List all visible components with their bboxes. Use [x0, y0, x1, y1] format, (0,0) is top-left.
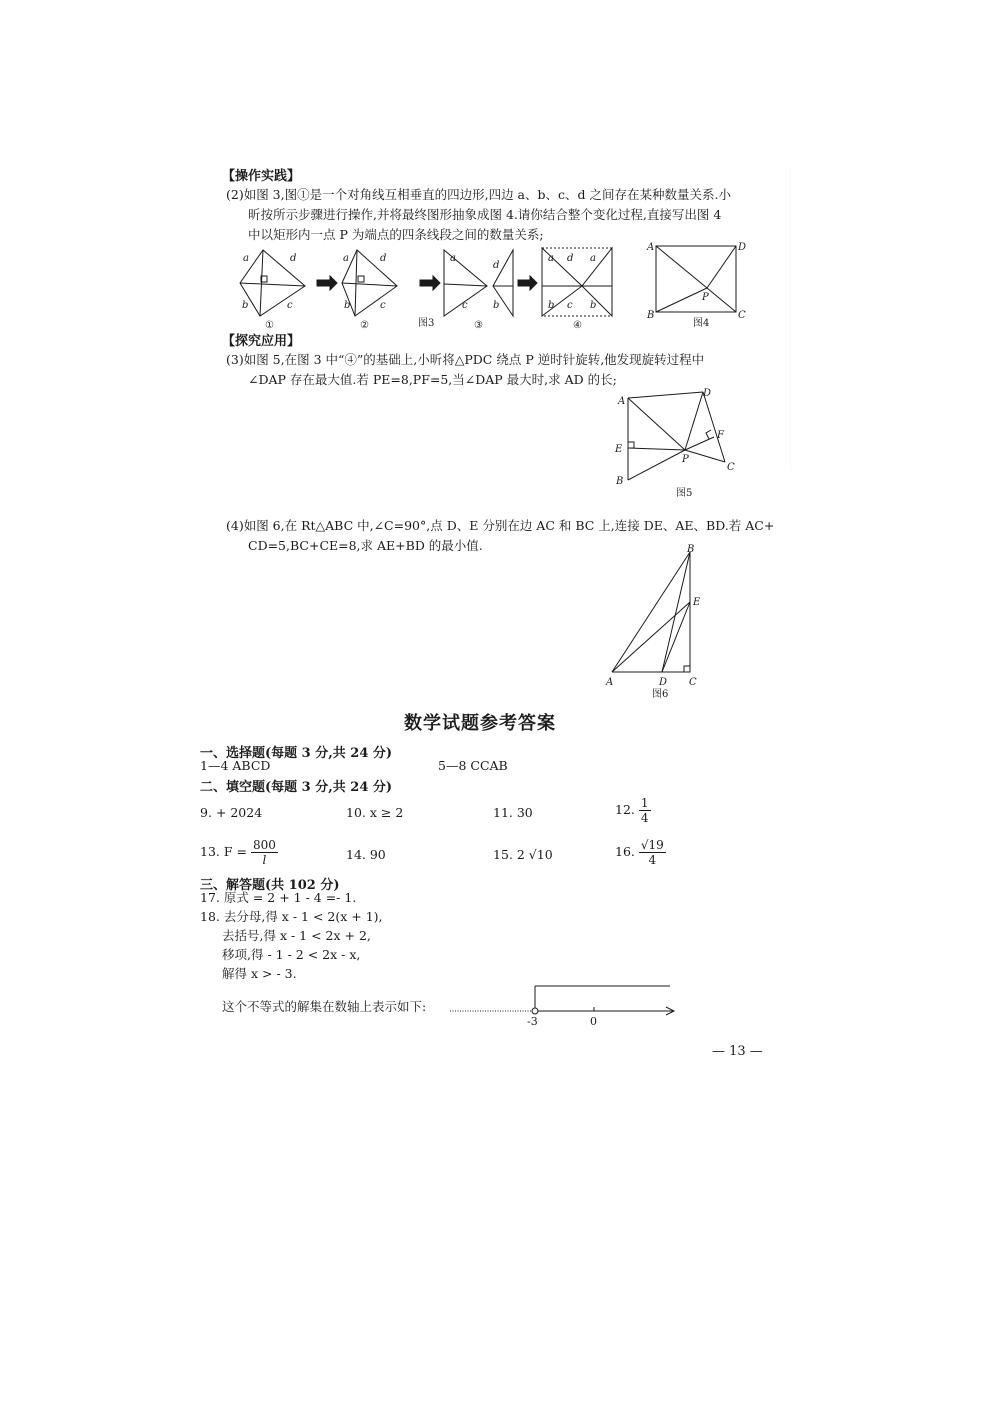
- fig4-point-D: D: [738, 242, 747, 253]
- answer-10: 10. x ≥ 2: [346, 805, 404, 820]
- answer-12-denominator: 4: [640, 811, 649, 825]
- fig4-point-P: P: [702, 292, 709, 303]
- fig6-caption: 图6: [652, 689, 669, 700]
- answer-15: 15. 2 √10: [493, 847, 553, 862]
- answer-16-denominator: 4: [648, 853, 657, 867]
- fig6-point-A: A: [606, 677, 614, 688]
- q3-line-1: (3)如图 5,在图 3 中“④”的基础上,小昕将△PDC 绕点 P 逆时针旋转,他发现旋转过程中: [226, 352, 705, 367]
- answer-13: [200, 838, 278, 867]
- bleed-through-text: [790, 170, 980, 470]
- numline-label-0: 0: [590, 1015, 597, 1028]
- fig4-caption: 图4: [693, 318, 710, 329]
- answer-13-denominator: l: [262, 853, 267, 867]
- fig5-point-A: A: [618, 396, 626, 407]
- fig5-point-F: F: [717, 430, 724, 441]
- fig5-point-D: D: [703, 388, 712, 399]
- step-label-3: ③: [474, 320, 483, 331]
- answer-12-fraction: [639, 796, 651, 825]
- q4-line-1: (4)如图 6,在 Rt△ABC 中,∠C=90°,点 D、E 分别在边 AC 和 BC 上,连接 DE、AE、BD.若 AC+: [226, 518, 775, 533]
- fig6-point-D: D: [659, 677, 668, 688]
- step-label-2: ②: [360, 320, 369, 331]
- section-header-practice: 【操作实践】: [222, 169, 301, 184]
- answer-12: [615, 796, 651, 825]
- answer-12-numerator: 1: [640, 796, 649, 810]
- figure-3-and-4: [230, 238, 790, 338]
- fig3-label-b: b: [242, 300, 249, 311]
- answer-16-prefix: 16.: [615, 844, 635, 859]
- svg-text:a: a: [343, 253, 349, 264]
- fig3-label-d: d: [290, 253, 297, 264]
- mc-answers-5-8: 5—8 CCAB: [438, 758, 508, 773]
- svg-text:b: b: [548, 300, 555, 311]
- step-label-1: ①: [265, 320, 274, 331]
- answer-14: 14. 90: [346, 847, 386, 862]
- fig4-point-A: A: [647, 242, 655, 253]
- answer-9: 9. + 2024: [200, 805, 263, 820]
- fig5-point-B: B: [616, 476, 624, 487]
- answers-title: 数学试题参考答案: [404, 713, 556, 734]
- answer-13-numerator: 800: [252, 838, 276, 852]
- answer-17: 17. 原式 = 2 + 1 - 4 =- 1.: [200, 890, 357, 905]
- q4-line-2: CD=5,BC+CE=8,求 AE+BD 的最小值.: [248, 538, 483, 553]
- fig6-point-B: B: [687, 544, 695, 555]
- answer-18-line-5: 这个不等式的解集在数轴上表示如下:: [222, 999, 427, 1014]
- svg-text:a: a: [450, 253, 456, 264]
- answer-13-fraction: [251, 838, 278, 867]
- fig5-point-P: P: [682, 454, 689, 465]
- fig3-label-a: a: [243, 253, 249, 264]
- answer-12-prefix: 12.: [615, 802, 635, 817]
- svg-text:b: b: [493, 300, 500, 311]
- answer-18-line-1: 18. 去分母,得 x - 1 < 2(x + 1),: [200, 909, 383, 924]
- answer-16: [615, 838, 666, 867]
- fig5-point-C: C: [727, 462, 735, 473]
- q2-line-3: 中以矩形内一点 P 为端点的四条线段之间的数量关系;: [248, 227, 544, 242]
- svg-text:b: b: [344, 300, 351, 311]
- svg-text:b: b: [590, 300, 597, 311]
- part3-header: 三、解答题(共 102 分): [200, 878, 340, 893]
- answer-11: 11. 30: [493, 805, 533, 820]
- fig5-point-E: E: [615, 444, 623, 455]
- fig3-caption: 图3: [418, 318, 435, 329]
- fig4-point-B: B: [647, 310, 655, 321]
- fig6-point-E: E: [693, 597, 701, 608]
- fig3-label-c: c: [287, 300, 293, 311]
- q2-line-1: (2)如图 3,图①是一个对角线互相垂直的四边形,四边 a、b、c、d 之间存在某种数量关系.小: [226, 187, 731, 202]
- svg-text:d: d: [493, 260, 500, 271]
- svg-text:a: a: [548, 253, 554, 264]
- answer-18-line-3: 移项,得 - 1 - 2 < 2x - x,: [222, 947, 361, 962]
- svg-text:d: d: [380, 253, 387, 264]
- figure-5: [610, 382, 750, 504]
- numline-label-neg3: -3: [527, 1015, 538, 1028]
- q3-line-2: ∠DAP 存在最大值.若 PE=8,PF=5,当∠DAP 最大时,求 AD 的长;: [248, 372, 617, 387]
- number-line: [450, 978, 690, 1030]
- step-label-4: ④: [573, 320, 582, 331]
- fig5-caption: 图5: [676, 488, 693, 499]
- answer-16-fraction: [639, 838, 666, 867]
- answer-13-prefix: 13. F =: [200, 844, 247, 859]
- page-number: — 13 —: [712, 1044, 763, 1059]
- svg-text:c: c: [380, 300, 386, 311]
- svg-text:c: c: [567, 300, 573, 311]
- q2-line-2: 昕按所示步骤进行操作,并将最终图形抽象成图 4.请你结合整个变化过程,直接写出图 4: [248, 207, 722, 222]
- fig6-point-C: C: [689, 677, 697, 688]
- figure-6: [602, 544, 722, 704]
- svg-text:d: d: [567, 253, 574, 264]
- answer-18-line-2: 去括号,得 x - 1 < 2x + 2,: [222, 928, 371, 943]
- part2-header: 二、填空题(每题 3 分,共 24 分): [200, 780, 393, 795]
- answer-18-line-4: 解得 x > - 3.: [222, 966, 297, 981]
- answer-16-numerator: √19: [640, 838, 664, 852]
- svg-text:c: c: [462, 300, 468, 311]
- svg-text:a: a: [590, 253, 596, 264]
- part1-header: 一、选择题(每题 3 分,共 24 分): [200, 746, 393, 761]
- fig4-point-C: C: [738, 310, 746, 321]
- section-header-apply: 【探究应用】: [222, 334, 301, 349]
- mc-answers-1-4: 1—4 ABCD: [200, 758, 271, 773]
